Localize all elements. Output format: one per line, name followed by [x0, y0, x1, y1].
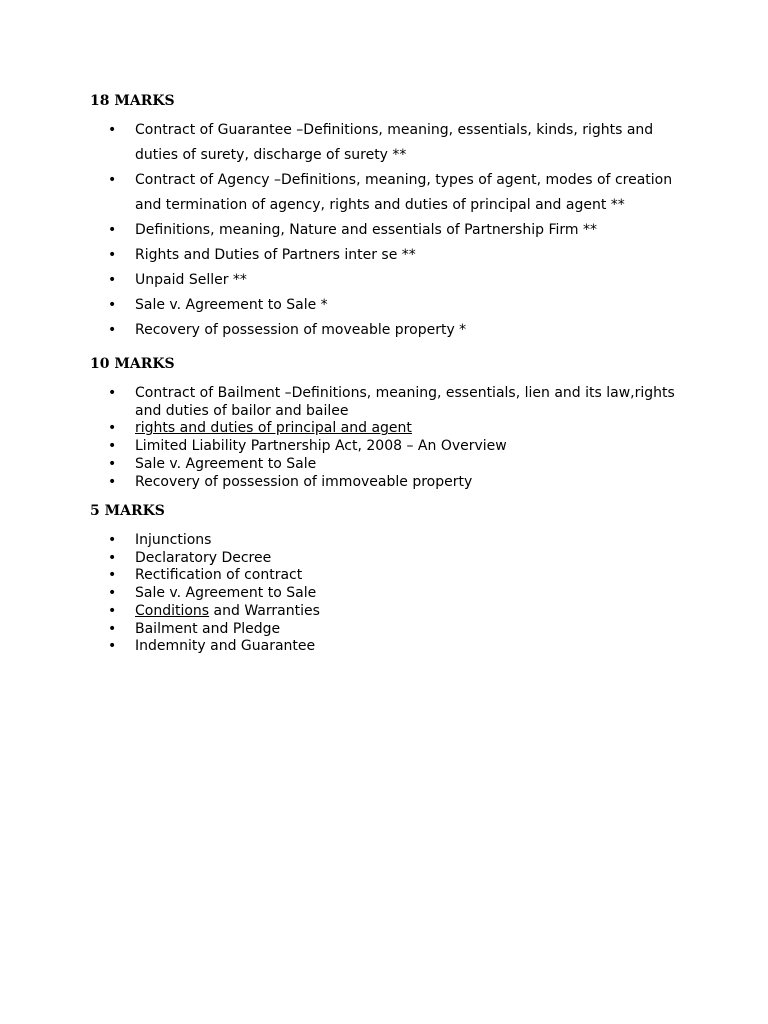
bullet-icon: • [108, 455, 117, 472]
bullet-icon: • [108, 122, 117, 138]
section-heading-10-marks: 10 MARKS [90, 356, 175, 372]
list-item: • Limited Liability Partnership Act, 2008 – An Overview [108, 438, 507, 455]
list-item: • rights and duties of principal and agent [108, 420, 412, 437]
list-item: • Unpaid Seller ** [108, 268, 688, 293]
bullet-icon: • [108, 385, 117, 401]
bullet-icon: • [108, 532, 117, 548]
list-item: • Rights and Duties of Partners inter se ** [108, 243, 688, 268]
list-item: • Recovery of possession of moveable property * [108, 318, 688, 343]
list-5-marks [108, 532, 688, 656]
list-item: • Conditions and Warranties [108, 602, 320, 619]
bullet-icon: • [108, 438, 117, 455]
bullet-icon: • [108, 567, 117, 584]
bullet-icon: • [108, 620, 117, 637]
list-item: • Definitions, meaning, Nature and essentials of Partnership Firm ** [108, 218, 688, 243]
bullet-icon: • [108, 222, 117, 238]
bullet-icon: • [108, 322, 117, 338]
list-item: • Declaratory Decree [108, 549, 272, 566]
list-item: • Contract of Guarantee –Definitions, meaning, essentials, kinds, rights and duties of surety, discharge of surety ** [108, 118, 688, 168]
bullet-icon: • [108, 638, 117, 655]
bullet-icon: • [108, 247, 117, 263]
section-heading-18-marks: 18 MARKS [90, 93, 175, 109]
list-item: • Sale v. Agreement to Sale * [108, 293, 688, 318]
list-item: • Injunctions [108, 532, 212, 548]
list-item: • Contract of Bailment –Definitions, meaning, essentials, lien and its law,rights and duties of bailor and bailee [108, 385, 675, 419]
list-item: • Bailment and Pledge [108, 620, 281, 637]
bullet-icon: • [108, 272, 117, 288]
list-item: • Sale v. Agreement to Sale [108, 455, 317, 472]
bullet-icon: • [108, 172, 117, 188]
list-item: • Sale v. Agreement to Sale [108, 585, 317, 602]
section-heading-5-marks: 5 MARKS [90, 503, 165, 519]
bullet-icon: • [108, 297, 117, 313]
list-10-marks [108, 385, 688, 491]
bullet-icon: • [108, 473, 117, 490]
list-item: • Recovery of possession of immoveable property [108, 473, 473, 490]
bullet-icon: • [108, 549, 117, 566]
list-item: • Rectification of contract [108, 567, 303, 584]
bullet-icon: • [108, 602, 117, 619]
list-18-marks [108, 118, 688, 343]
bullet-icon: • [108, 585, 117, 602]
list-item: • Contract of Agency –Definitions, meaning, types of agent, modes of creation and termination of agency, rights and duties of principal and agent ** [108, 168, 688, 218]
list-item: • Indemnity and Guarantee [108, 638, 316, 655]
bullet-icon: • [108, 420, 117, 437]
